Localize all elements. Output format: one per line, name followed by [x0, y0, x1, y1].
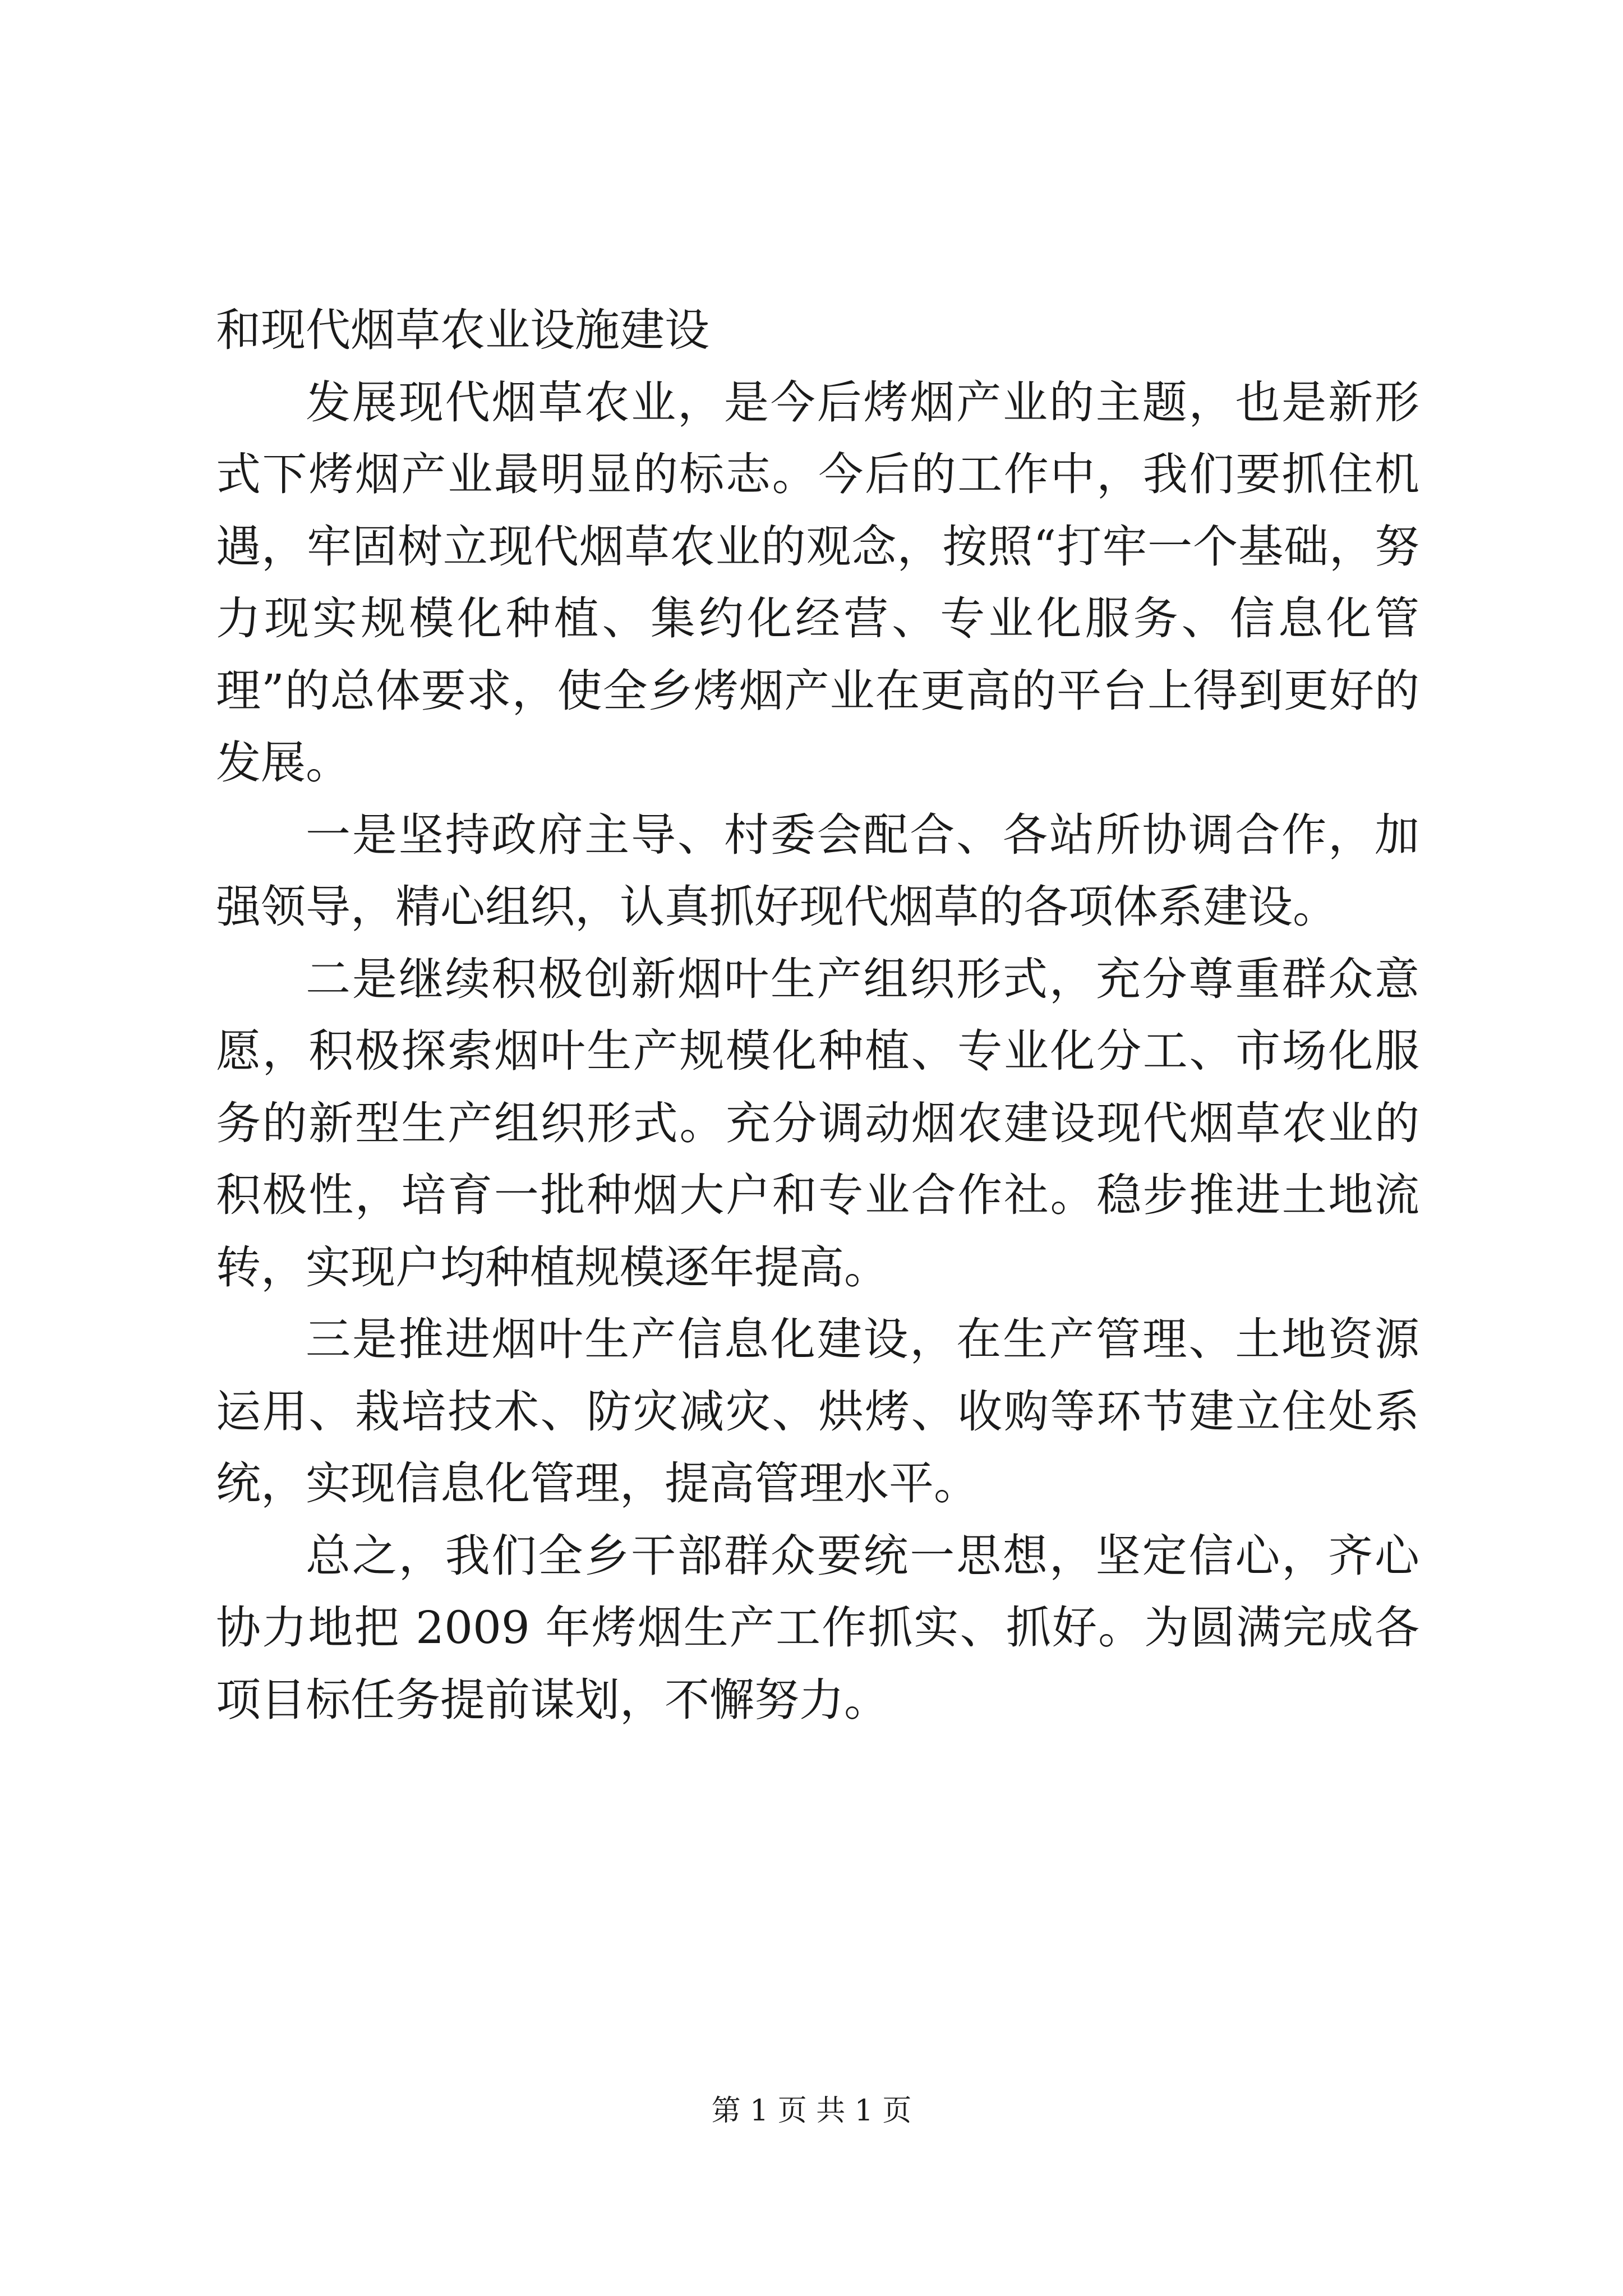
paragraph-modern-tobacco: 发展现代烟草农业，是今后烤烟产业的主题，也是新形式下烤烟产业最明显的标志。今后的工作中，我们要抓住机遇，牢固树立现代烟草农业的观念，按照“打牢一个基础，努力现实规模化种植、集约化经营、专业化服务、信息化管理”的总体要求，使全乡烤烟产业在更高的平台上得到更好的发展。: [216, 376, 1419, 789]
paragraph-point-two: 二是继续积极创新烟叶生产组织形式，充分尊重群众意愿，积极探索烟叶生产规模化种植、专业化分工、市场化服务的新型生产组织形式。充分调动烟农建设现代烟草农业的积极性，培育一批种烟大户和专业合作社。稳步推进土地流转，实现户均种植规模逐年提高。: [216, 953, 1419, 1294]
paragraph-conclusion: 总之，我们全乡干部群众要统一思想，坚定信心，齐心协力地把 2009 年烤烟生产工作抓实、抓好。为圆满完成各项目标任务提前谋划，不懈努力。: [216, 1529, 1419, 1726]
paragraph-point-one: 一是坚持政府主导、村委会配合、各站所协调合作，加强领导，精心组织，认真抓好现代烟草的各项体系建设。: [216, 808, 1419, 933]
document-body: [216, 295, 1419, 1736]
continued-heading-line: 和现代烟草农业设施建设: [216, 304, 709, 356]
page-footer: 第 1 页 共 1 页: [711, 2094, 912, 2128]
paragraph-point-three: 三是推进烟叶生产信息化建设，在生产管理、土地资源运用、栽培技术、防灾减灾、烘烤、收购等环节建立住处系统，实现信息化管理，提高管理水平。: [216, 1313, 1419, 1510]
